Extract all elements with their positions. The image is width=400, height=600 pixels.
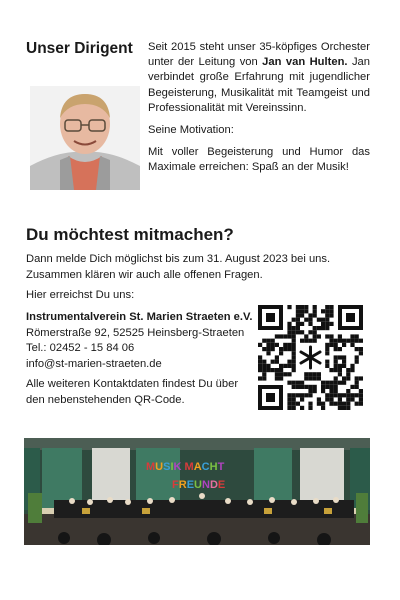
banner-line-1: MUSIK MACHT bbox=[146, 461, 225, 473]
more-info bbox=[26, 377, 266, 408]
more-info-line2: den nebenstehenden QR-Code. bbox=[26, 393, 185, 406]
orchestra-photo bbox=[24, 438, 370, 545]
join-heading: Du möchtest mitmachen? bbox=[26, 225, 234, 244]
conductor-heading: Unser Dirigent bbox=[26, 40, 133, 57]
conductor-name: Jan van Hulten. bbox=[262, 56, 348, 69]
conductor-portrait bbox=[30, 86, 140, 190]
banner-line-2: FREUNDE bbox=[172, 479, 226, 491]
club-address: Römerstraße 92, 52525 Heinsberg-Straeten bbox=[26, 326, 245, 339]
contact-block bbox=[26, 310, 266, 372]
join-line-deadline: Dann melde Dich möglichst bis zum 31. August 2023 bei uns. bbox=[26, 253, 331, 265]
join-line-questions: Zusammen klären wir auch alle offenen Fragen. bbox=[26, 268, 263, 281]
club-email[interactable]: info@st-marien-straeten.de bbox=[26, 357, 162, 370]
bio-paragraph bbox=[148, 40, 370, 116]
motivation-label: Seine Motivation: bbox=[148, 124, 234, 137]
reach-label: Hier erreichst Du uns: bbox=[26, 289, 135, 301]
club-phone: Tel.: 02452 - 15 84 06 bbox=[26, 342, 135, 354]
motivation-text: Mit voller Begeisterung und Humor das Maximale erreichen: Spaß an der Musik! bbox=[148, 146, 370, 174]
conductor-bio bbox=[148, 40, 370, 183]
bio-text-end: Jan verbindet große Erfahrung mit jugendlicher Begeisterung, Musikalität mit Teamgeist und Professionalität mit Vereinssinn. bbox=[148, 56, 370, 114]
club-name: Instrumentalverein St. Marien Straeten e.V. bbox=[26, 311, 253, 323]
qr-code[interactable] bbox=[258, 305, 363, 410]
join-text bbox=[26, 252, 376, 283]
bio-text-start: Seit 2015 steht unser 35-köpfiges Orchester unter der Leitung von bbox=[148, 41, 370, 69]
qr-code-graphic bbox=[258, 305, 363, 410]
more-info-line1: Alle weiteren Kontaktdaten findest Du über bbox=[26, 378, 239, 390]
